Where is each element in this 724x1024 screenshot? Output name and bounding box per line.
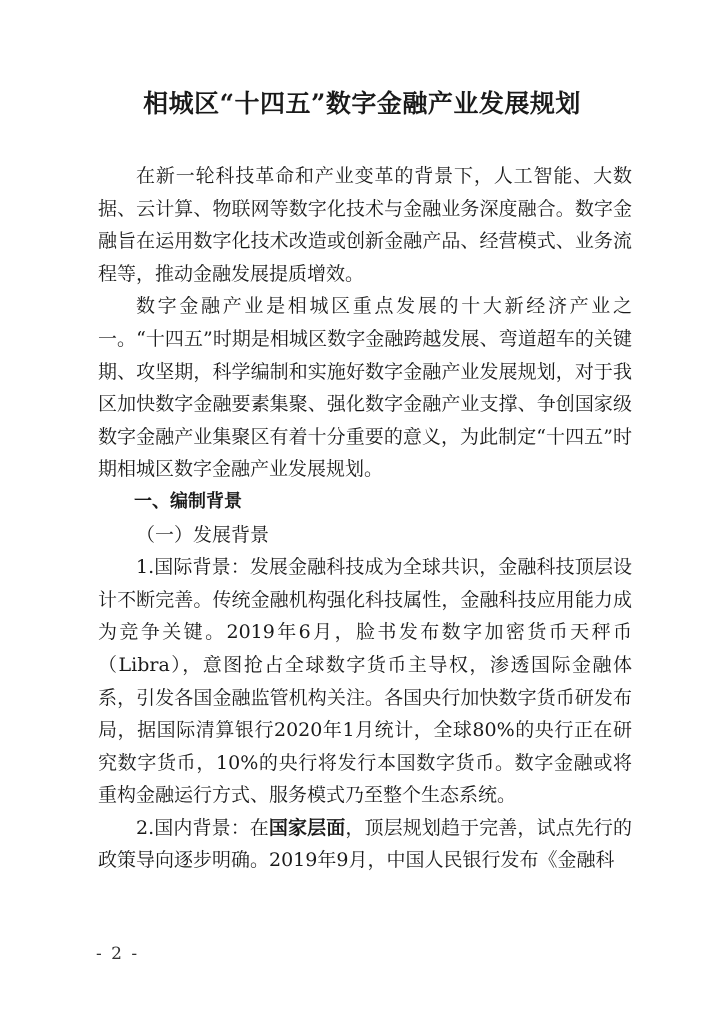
national-level-emphasis: 国家层面 — [268, 816, 346, 839]
section-heading: 一、编制背景 — [134, 490, 242, 512]
paragraph-intro: 在新一轮科技革命和产业变革的背景下，人工智能、大数据、云计算、物联网等数字化技术与金融业务深度融合。数字金融旨在运用数字化技术改造或创新金融产品、经营模式、业务流程等，推动金融发展提质增效。 — [98, 165, 632, 285]
document-title: 相城区“十四五”数字金融产业发展规划 — [143, 89, 581, 118]
paragraph-domestic-background — [98, 812, 632, 877]
document-body — [98, 160, 632, 877]
domestic-background-text: ，顶层规划趋于完善，试点先行的政策导向逐步明确。2019年9月，中国人民银行发布《金融科 — [98, 816, 632, 872]
subsection-heading: （一）发展背景 — [136, 523, 270, 546]
paragraph-international-background: 1.国际背景：发展金融科技成为全球共识，金融科技顶层设计不断完善。传统金融机构强化科技属性，金融科技应用能力成为竞争关键。2019年6月，脸书发布数字加密货币天秤币（Libra），意图抢占全球数字货币主导权，渗透国际金融体系，引发各国金融监管机构关注。各国央行加快数字货币研发布局，据国际清算银行2020年1月统计，全球80%的央行正在研究数字货币，10%的央行将发行本国数字货币。数字金融或将重构金融运行方式、服务模式乃至整个生态系统。 — [98, 556, 632, 807]
paragraph-importance: 数字金融产业是相城区重点发展的十大新经济产业之一。“十四五”时期是相城区数字金融跨越发展、弯道超车的关键期、攻坚期，科学编制和实施好数字金融产业发展规划，对于我区加快数字金融要素集聚、强化数字金融产业支撑、争创国家级数字金融产业集聚区有着十分重要的意义，为此制定“十四五”时期相城区数字金融产业发展规划。 — [98, 295, 632, 481]
domestic-background-lead: 2.国内背景：在 — [136, 816, 269, 839]
page-number: - 2 - — [96, 944, 140, 964]
